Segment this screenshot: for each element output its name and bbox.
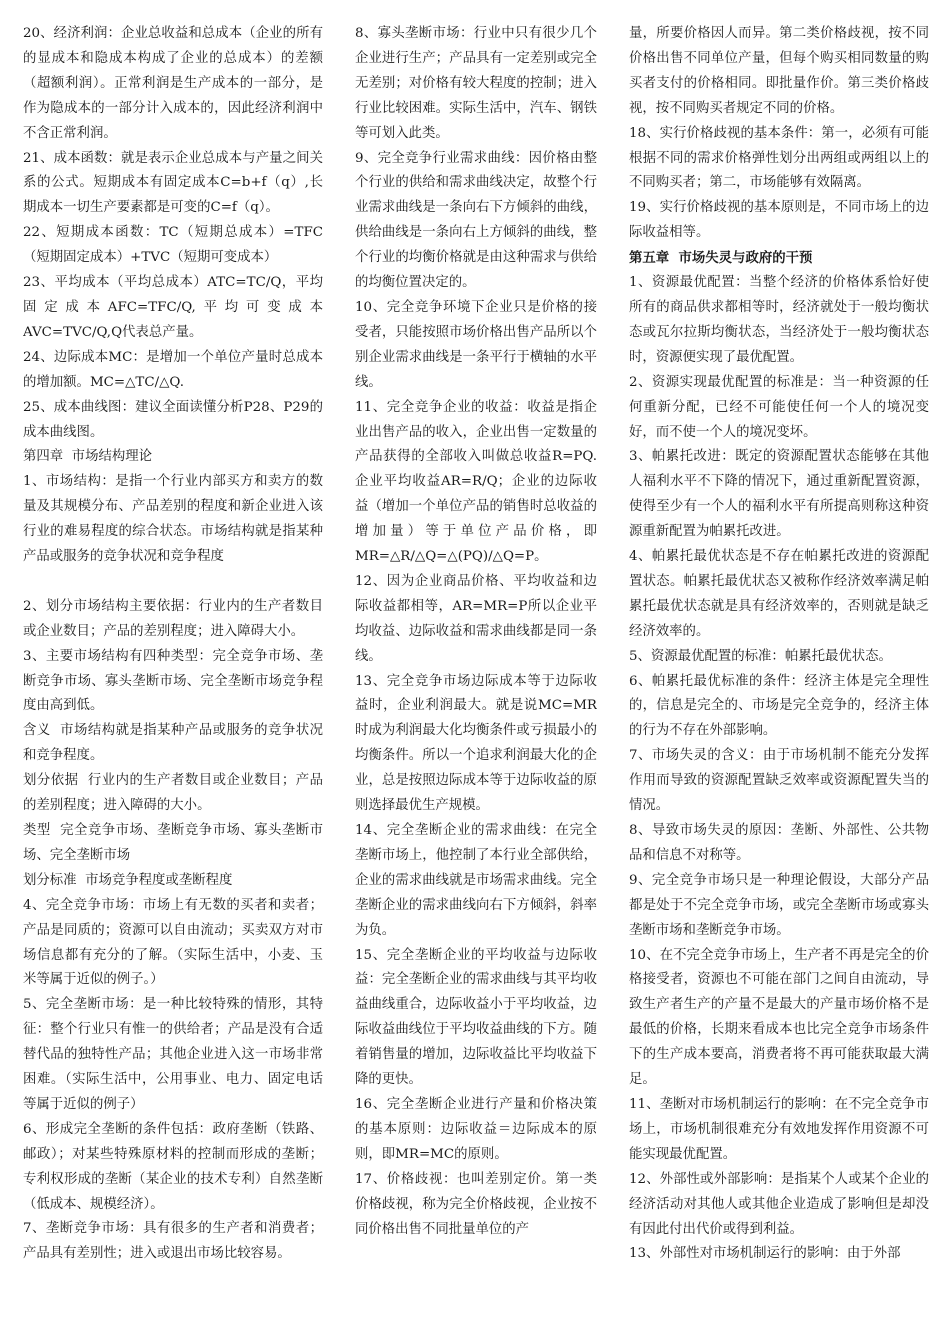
paragraph: 16、完全垄断企业进行产量和价格决策的基本原则：边际收益＝边际成本的原则，即MR=MC的原则。	[355, 1096, 597, 1162]
paragraph: 划分依据 行业内的生产者数目或企业数目；产品的差别程度；进入障碍的大小。	[23, 773, 323, 814]
paragraph: 14、完全垄断企业的需求曲线：在完全垄断市场上，他控制了本行业全部供给，企业的需求曲线就是市场需求曲线。完全垄断企业的需求曲线向右下方倾斜，斜率为负。	[355, 823, 597, 938]
blank-line	[23, 570, 323, 595]
paragraph: 类型 完全竞争市场、垄断竞争市场、寡头垄断市场、完全垄断市场	[23, 822, 323, 863]
paragraph: 21、成本函数：就是表示企业总成本与产量之间关系的公式。短期成本有固定成本C=b+f（q）,长期成本一切生产要素都是可变的C=f（q）。	[23, 150, 323, 216]
paragraph: 19、实行价格歧视的基本原则是，不同市场上的边际收益相等。	[629, 200, 929, 241]
paragraph: 3、主要市场结构有四种类型：完全竞争市场、垄断竞争市场、寡头垄断市场、完全垄断市场竞争程度由高到低。	[23, 648, 323, 714]
paragraph: 13、外部性对市场机制运行的影响：由于外部	[629, 1246, 901, 1262]
paragraph: 12、外部性或外部影响：是指某个人或某个企业的经济活动对其他人或其他企业造成了影响但是却没有因此付出代价或得到利益。	[629, 1171, 929, 1237]
paragraph: 25、成本曲线图：建议全面读懂分析P28、P29的成本曲线图。	[23, 399, 323, 440]
paragraph: 12、因为企业商品价格、平均收益和边际收益都相等，AR=MR=P所以企业平均收益、边际收益和需求曲线都是同一条线。	[355, 573, 597, 664]
paragraph: 7、市场失灵的含义：由于市场机制不能充分发挥作用而导致的资源配置缺乏效率或资源配置失当的情况。	[629, 748, 929, 814]
paragraph: 含义 市场结构就是指某种产品或服务的竞争状况和竞争程度。	[23, 723, 323, 764]
paragraph: 2、资源实现最优配置的标准是：当一种资源的任何重新分配，已经不可能使任何一个人的境况变好，而不使一个人的境况变坏。	[629, 374, 929, 440]
paragraph: 3、帕累托改进：既定的资源配置状态能够在其他人福利水平不下降的情况下，通过重新配置资源，使得至少有一个人的福利水平有所提高则称这种资源重新配置为帕累托改进。	[629, 449, 929, 540]
text-column-middle	[355, 22, 597, 1332]
text-column-left	[23, 22, 323, 1332]
paragraph: 9、完全竞争行业需求曲线：因价格由整个行业的供给和需求曲线决定，故整个行业需求曲线是一条向右下方倾斜的曲线，供给曲线是一条向右上方倾斜的曲线，整个行业的均衡价格就是由这种需求与供给的均衡位置决定的。	[355, 150, 597, 291]
chapter-heading: 第四章 市场结构理论	[23, 449, 153, 465]
paragraph: 11、完全竞争企业的收益：收益是指企业出售产品的收入，企业出售一定数量的产品获得的全部收入叫做总收益R=PQ.企业平均收益AR=R/Q；企业的边际收益（增加一个单位产品的销售时总收益的增加量）等于单位产品价格，即MR=△R/△Q=△(PQ)/△Q=P。	[355, 399, 597, 565]
paragraph: 13、完全竞争市场边际成本等于边际收益时，企业利润最大。就是说MC=MR时成为利润最大化均衡条件或亏损最小的均衡条件。所以一个追求利润最大化的企业，总是按照边际成本等于边际收益的原则选择最优生产规模。	[355, 673, 597, 814]
paragraph: 24、边际成本MC：是增加一个单位产量时总成本的增加额。MC=△TC/△Q.	[23, 349, 323, 390]
paragraph: 9、完全竞争市场只是一种理论假设，大部分产品都是处于不完全竞争市场，或完全垄断市场或寡头垄断市场和垄断竞争市场。	[629, 872, 929, 938]
paragraph: 11、垄断对市场机制运行的影响：在不完全竞争市场上，市场机制很难充分有效地发挥作用资源不可能实现最优配置。	[629, 1096, 929, 1162]
paragraph: 4、完全竞争市场：市场上有无数的买者和卖者；产品是同质的；资源可以自由流动；买卖双方对市场信息都有充分的了解。（实际生活中，小麦、玉米等属于近似的例子。）	[23, 897, 323, 988]
paragraph: 6、形成完全垄断的条件包括：政府垄断（铁路、邮政）；对某些特殊原材料的控制而形成的垄断；专利权形成的垄断（某企业的技术专利）自然垄断（低成本、规模经济）。	[23, 1121, 323, 1212]
paragraph: 6、帕累托最优标准的条件：经济主体是完全理性的，信息是完全的、市场是完全竞争的，经济主体的行为不存在外部影响。	[629, 673, 929, 739]
paragraph: 8、导致市场失灵的原因：垄断、外部性、公共物品和信息不对称等。	[629, 823, 929, 863]
paragraph: 7、垄断竞争市场：具有很多的生产者和消费者；产品具有差别性；进入或退出市场比较容易。	[23, 1221, 323, 1262]
paragraph: 1、资源最优配置：当整个经济的价格体系恰好使所有的商品供求都相等时，经济就处于一般均衡状态或瓦尔拉斯均衡状态，当经济处于一般均衡状态时，资源便实现了最优配置。	[629, 275, 929, 365]
paragraph: 4、帕累托最优状态是不存在帕累托改进的资源配置状态。帕累托最优状态又被称作经济效率满足帕累托最优状态就是具有经济效率的，否则就是缺乏经济效率的。	[629, 549, 929, 639]
paragraph: 划分标准 市场竞争程度或垄断程度	[23, 872, 233, 888]
paragraph: 22、短期成本函数：TC（短期总成本）=TFC（短期固定成本）+TVC（短期可变成本）	[23, 225, 323, 266]
paragraph: 5、完全垄断市场：是一种比较特殊的情形，其特征：整个行业只有惟一的供给者；产品是没有合适替代品的独特性产品；其他企业进入这一市场非常困难。（实际生活中，公用事业、电力、固定电话等属于近似的例子）	[23, 997, 323, 1112]
paragraph: 15、完全垄断企业的平均收益与边际收益：完全垄断企业的需求曲线与其平均收益曲线重合，边际收益小于平均收益，边际收益曲线位于平均收益曲线的下方。随着销售量的增加，边际收益比平均收益下降的更快。	[355, 947, 597, 1088]
text-column-right	[629, 22, 929, 1332]
chapter-heading: 第五章 市场失灵与政府的干预	[629, 250, 813, 267]
paragraph: 18、实行价格歧视的基本条件：第一，必须有可能根据不同的需求价格弹性划分出两组或两组以上的不同购买者；第二，市场能够有效隔离。	[629, 125, 929, 191]
paragraph: 8、寡头垄断市场：行业中只有很少几个企业进行生产；产品具有一定差别或完全无差别；对价格有较大程度的控制；进入行业比较困难。实际生活中，汽车、钢铁等可划入此类。	[355, 26, 597, 141]
paragraph: 量，所要价格因人而异。第二类价格歧视，按不同价格出售不同单位产量，但每个购买相同数量的购买者支付的价格相同。即批量作价。第三类价格歧视，按不同购买者规定不同的价格。	[629, 26, 929, 116]
paragraph: 5、资源最优配置的标准：帕累托最优状态。	[629, 648, 892, 664]
paragraph: 23、平均成本（平均总成本）ATC=TC/Q，平均固定成本AFC=TFC/Q,平均可变成本AVC=TVC/Q,Q代表总产量。	[23, 275, 323, 340]
paragraph: 10、完全竞争环境下企业只是价格的接受者，只能按照市场价格出售产品所以个别企业需求曲线是一条平行于横轴的水平线。	[355, 299, 597, 390]
paragraph: 20、经济利润：企业总收益和总成本（企业的所有的显成本和隐成本构成了企业的总成本）的差额（超额利润）。正常利润是生产成本的一部分，是作为隐成本的一部分计入成本的，因此经济利润中不含正常利润。	[23, 26, 323, 141]
paragraph: 10、在不完全竞争市场上，生产者不再是完全的价格接受者，资源也不可能在部门之间自由流动，导致生产者生产的产量不是最大的产量市场价格不是最低的价格，长期来看成本也比完全竞争市场条件下的生产成本要高，消费者将不再可能获取最大满足。	[629, 947, 929, 1088]
paragraph: 1、市场结构：是指一个行业内部买方和卖方的数量及其规模分布、产品差别的程度和新企业进入该行业的难易程度的综合状态。市场结构就是指某种产品或服务的竞争状况和竞争程度	[23, 474, 323, 565]
paragraph: 2、划分市场结构主要依据：行业内的生产者数目或企业数目；产品的差别程度；进入障碍大小。	[23, 598, 323, 639]
paragraph: 17、价格歧视：也叫差别定价。第一类价格歧视，称为完全价格歧视，企业按不同价格出售不同批量单位的产	[355, 1171, 597, 1237]
